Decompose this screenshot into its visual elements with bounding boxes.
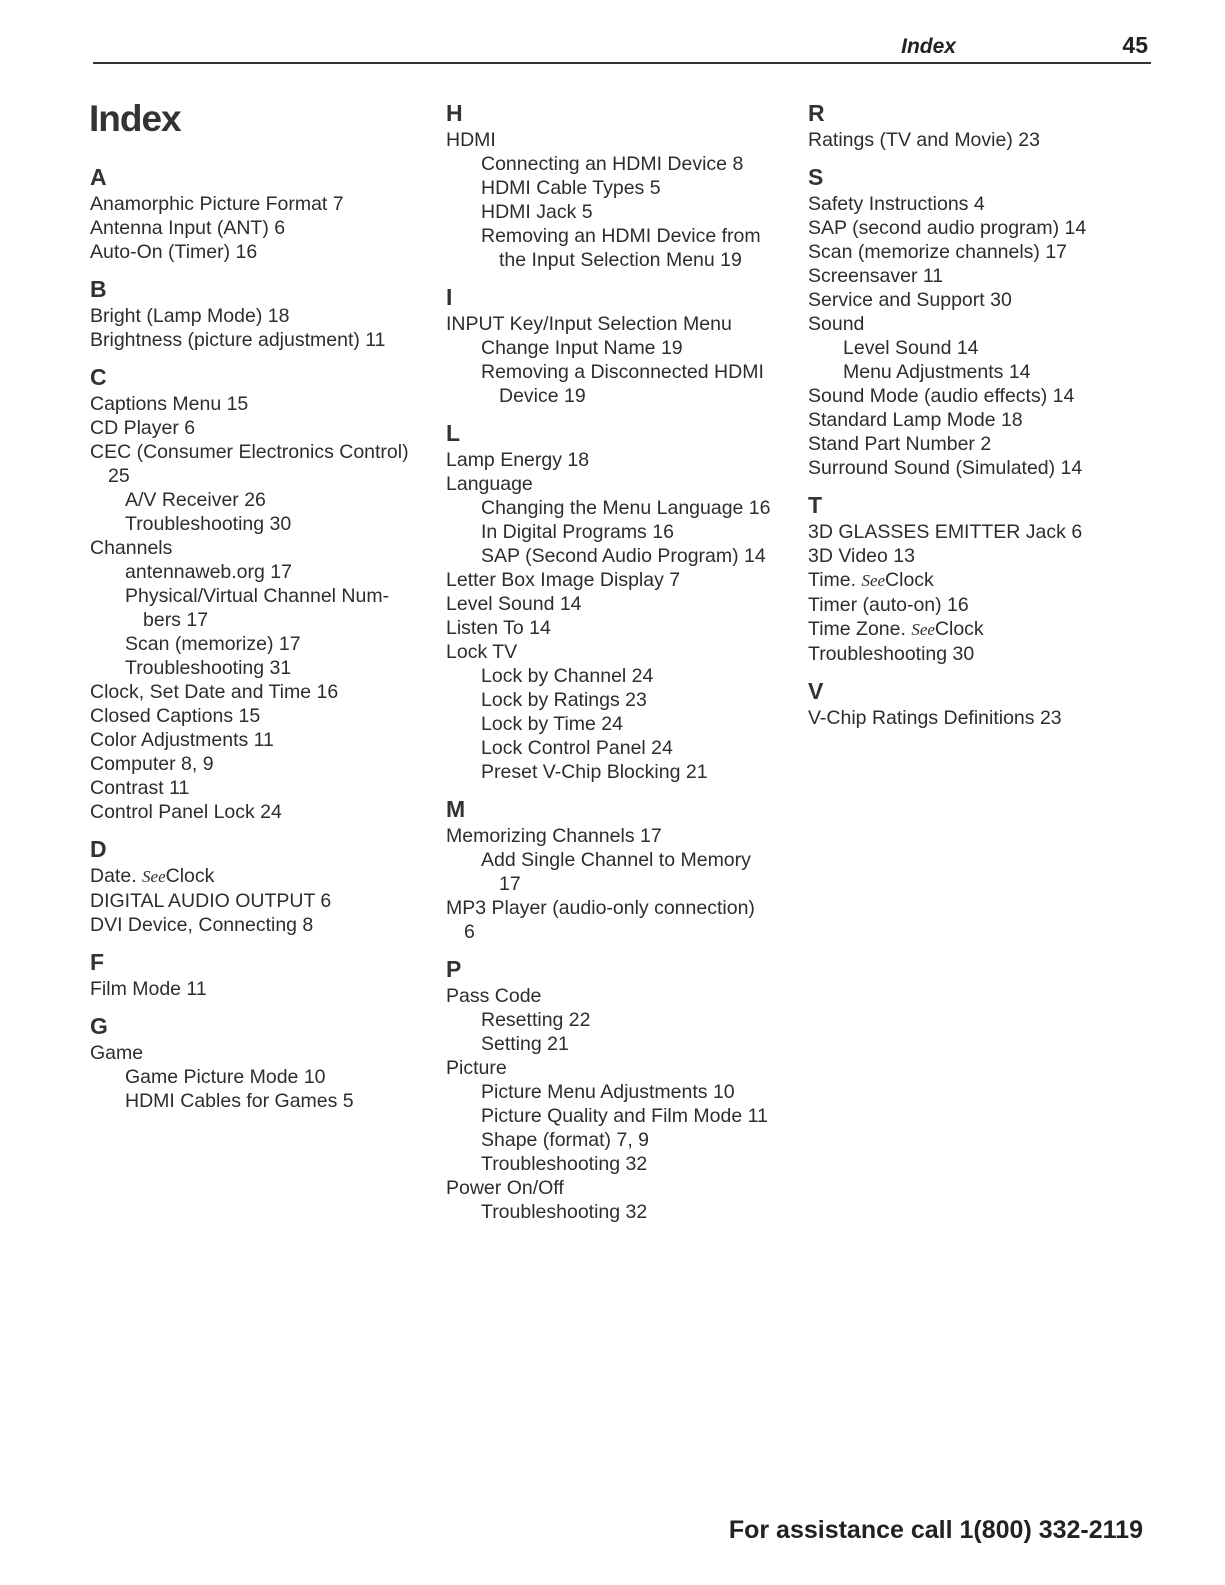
index-entry: 3D GLASSES EMITTER Jack 6 bbox=[808, 521, 1083, 543]
index-entry: Anamorphic Picture Format 7 bbox=[90, 193, 344, 215]
index-entry: Bright (Lamp Mode) 18 bbox=[90, 305, 290, 327]
index-entry: HDMI Cable Types 5 bbox=[481, 177, 661, 199]
index-entry: Removing an HDMI Device from bbox=[481, 225, 761, 247]
index-entry: Shape (format) 7, 9 bbox=[481, 1129, 649, 1151]
index-entry: Brightness (picture adjustment) 11 bbox=[90, 329, 386, 351]
index-entry: Connecting an HDMI Device 8 bbox=[481, 153, 744, 175]
letter-group-v bbox=[808, 676, 1168, 730]
index-entry: Sound bbox=[808, 313, 865, 335]
letter-heading: T bbox=[808, 492, 823, 518]
index-entry: SAP (second audio program) 14 bbox=[808, 217, 1087, 239]
index-entry: Pass Code bbox=[446, 985, 542, 1007]
letter-heading: R bbox=[808, 100, 825, 126]
entry-text: Time Zone. bbox=[808, 618, 906, 640]
index-entry: Sound Mode (audio effects) 14 bbox=[808, 385, 1075, 407]
index-entry: Screensaver 11 bbox=[808, 265, 944, 287]
index-entry: Clock, Set Date and Time 16 bbox=[90, 681, 339, 703]
assistance-footer: For assistance call 1(800) 332-2119 bbox=[728, 1516, 1143, 1544]
index-entry: Change Input Name 19 bbox=[481, 337, 683, 359]
index-entry: Troubleshooting 32 bbox=[481, 1201, 648, 1223]
letter-heading: A bbox=[90, 164, 107, 190]
index-entry: CD Player 6 bbox=[90, 417, 196, 439]
letter-heading: F bbox=[90, 949, 105, 975]
see-target: Clock bbox=[885, 569, 934, 591]
index-entry: V-Chip Ratings Definitions 23 bbox=[808, 707, 1062, 729]
letter-group-f bbox=[90, 947, 450, 1001]
index-entry: Channels bbox=[90, 537, 173, 559]
index-entry: CEC (Consumer Electronics Control) bbox=[90, 441, 409, 463]
index-entry: Ratings (TV and Movie) 23 bbox=[808, 129, 1040, 151]
index-entry: Troubleshooting 32 bbox=[481, 1153, 648, 1175]
index-entry: Captions Menu 15 bbox=[90, 393, 249, 415]
index-entry: the Input Selection Menu 19 bbox=[499, 249, 742, 271]
index-entry: INPUT Key/Input Selection Menu bbox=[446, 313, 732, 335]
see-reference: See bbox=[861, 571, 886, 590]
index-entry: Game bbox=[90, 1042, 144, 1064]
index-entry: A/V Receiver 26 bbox=[125, 489, 266, 511]
letter-heading: I bbox=[446, 284, 453, 310]
index-column-2 bbox=[446, 98, 806, 1234]
index-entry: Lock TV bbox=[446, 641, 518, 663]
index-entry: antennaweb.org 17 bbox=[125, 561, 292, 583]
index-column-3 bbox=[808, 98, 1168, 740]
letter-group-h bbox=[446, 98, 806, 272]
index-entry: Listen To 14 bbox=[446, 617, 551, 639]
index-entry: Scan (memorize) 17 bbox=[125, 633, 301, 655]
index-entry: Setting 21 bbox=[481, 1033, 569, 1055]
index-entry: Letter Box Image Display 7 bbox=[446, 569, 681, 591]
index-entry: Level Sound 14 bbox=[446, 593, 582, 615]
index-entry: Auto-On (Timer) 16 bbox=[90, 241, 258, 263]
index-entry: Timer (auto-on) 16 bbox=[808, 594, 969, 616]
index-entry bbox=[90, 864, 450, 889]
index-entry: Lock Control Panel 24 bbox=[481, 737, 673, 759]
index-entry bbox=[808, 617, 1168, 642]
index-entry: HDMI bbox=[446, 129, 496, 151]
entry-text: Date. bbox=[90, 865, 137, 887]
index-entry: Surround Sound (Simulated) 14 bbox=[808, 457, 1083, 479]
index-entry: Language bbox=[446, 473, 533, 495]
letter-heading: G bbox=[90, 1013, 108, 1039]
index-entry: Contrast 11 bbox=[90, 777, 190, 799]
index-entry: Closed Captions 15 bbox=[90, 705, 261, 727]
index-entry: bers 17 bbox=[143, 609, 209, 631]
letter-heading: H bbox=[446, 100, 463, 126]
letter-group-g bbox=[90, 1011, 450, 1113]
index-entry: Resetting 22 bbox=[481, 1009, 591, 1031]
see-reference: See bbox=[142, 867, 166, 886]
index-entry: Removing a Disconnected HDMI bbox=[481, 361, 764, 383]
index-entry: Scan (memorize channels) 17 bbox=[808, 241, 1068, 263]
letter-heading: P bbox=[446, 956, 462, 982]
index-entry: Lock by Channel 24 bbox=[481, 665, 654, 687]
index-entry: Computer 8, 9 bbox=[90, 753, 214, 775]
index-entry: DIGITAL AUDIO OUTPUT 6 bbox=[90, 890, 332, 912]
letter-group-i bbox=[446, 282, 806, 408]
index-entry: Standard Lamp Mode 18 bbox=[808, 409, 1023, 431]
letter-group-d bbox=[90, 834, 450, 937]
see-target: Clock bbox=[934, 618, 984, 640]
index-entry: Physical/Virtual Channel Num- bbox=[125, 585, 390, 607]
index-entry: In Digital Programs 16 bbox=[481, 521, 674, 543]
index-entry: Troubleshooting 30 bbox=[808, 643, 975, 665]
index-entry: Lamp Energy 18 bbox=[446, 449, 590, 471]
index-entry bbox=[808, 568, 1168, 593]
index-entry: HDMI Jack 5 bbox=[481, 201, 593, 223]
index-entry: 6 bbox=[464, 921, 475, 943]
index-entry: Device 19 bbox=[499, 385, 586, 407]
index-entry: Menu Adjustments 14 bbox=[843, 361, 1031, 383]
letter-group-b bbox=[90, 274, 450, 352]
letter-heading: B bbox=[90, 276, 107, 302]
index-entry: Film Mode 11 bbox=[90, 978, 207, 1000]
index-entry: 17 bbox=[499, 873, 521, 895]
letter-group-a bbox=[90, 162, 450, 264]
index-entry: DVI Device, Connecting 8 bbox=[90, 914, 314, 936]
index-entry: Safety Instructions 4 bbox=[808, 193, 985, 215]
page-title: Index bbox=[89, 98, 181, 139]
see-reference: See bbox=[911, 620, 935, 639]
letter-group-t bbox=[808, 490, 1168, 666]
index-entry: Lock by Ratings 23 bbox=[481, 689, 647, 711]
index-entry: HDMI Cables for Games 5 bbox=[125, 1090, 354, 1112]
index-entry: Picture bbox=[446, 1057, 507, 1079]
index-entry: Stand Part Number 2 bbox=[808, 433, 992, 455]
section-title: Index bbox=[901, 35, 956, 58]
letter-heading: S bbox=[808, 164, 824, 190]
index-entry: Power On/Off bbox=[446, 1177, 564, 1199]
letter-group-p bbox=[446, 954, 806, 1224]
index-entry: Game Picture Mode 10 bbox=[125, 1066, 326, 1088]
index-entry: Add Single Channel to Memory bbox=[481, 849, 751, 871]
letter-heading: L bbox=[446, 420, 461, 446]
index-entry: MP3 Player (audio-only connection) bbox=[446, 897, 755, 919]
letter-group-c bbox=[90, 362, 450, 824]
letter-group-m bbox=[446, 794, 806, 944]
see-target: Clock bbox=[165, 865, 215, 887]
index-entry: Service and Support 30 bbox=[808, 289, 1012, 311]
index-entry: Memorizing Channels 17 bbox=[446, 825, 662, 847]
index-entry: Troubleshooting 30 bbox=[125, 513, 292, 535]
index-entry: Level Sound 14 bbox=[843, 337, 979, 359]
letter-heading: C bbox=[90, 364, 107, 390]
letter-heading: V bbox=[808, 678, 824, 704]
entry-text: Time. bbox=[808, 569, 857, 591]
page-number: 45 bbox=[1122, 32, 1148, 58]
index-entry: Preset V-Chip Blocking 21 bbox=[481, 761, 708, 783]
letter-group-r bbox=[808, 98, 1168, 152]
index-entry: Picture Menu Adjustments 10 bbox=[481, 1081, 735, 1103]
index-entry: Control Panel Lock 24 bbox=[90, 801, 282, 823]
letter-heading: M bbox=[446, 796, 466, 822]
index-entry: Troubleshooting 31 bbox=[125, 657, 292, 679]
index-entry: Changing the Menu Language 16 bbox=[481, 497, 771, 519]
letter-heading: D bbox=[90, 836, 107, 862]
index-column-1 bbox=[90, 162, 450, 1123]
index-entry: 3D Video 13 bbox=[808, 545, 915, 567]
index-entry: Lock by Time 24 bbox=[481, 713, 623, 735]
index-entry: Picture Quality and Film Mode 11 bbox=[481, 1105, 768, 1127]
letter-group-s bbox=[808, 162, 1168, 480]
index-entry: SAP (Second Audio Program) 14 bbox=[481, 545, 766, 567]
index-entry: Color Adjustments 11 bbox=[90, 729, 274, 751]
index-entry: 25 bbox=[108, 465, 130, 487]
index-entry: Antenna Input (ANT) 6 bbox=[90, 217, 286, 239]
letter-group-l bbox=[446, 418, 806, 784]
page-header bbox=[93, 28, 1151, 64]
